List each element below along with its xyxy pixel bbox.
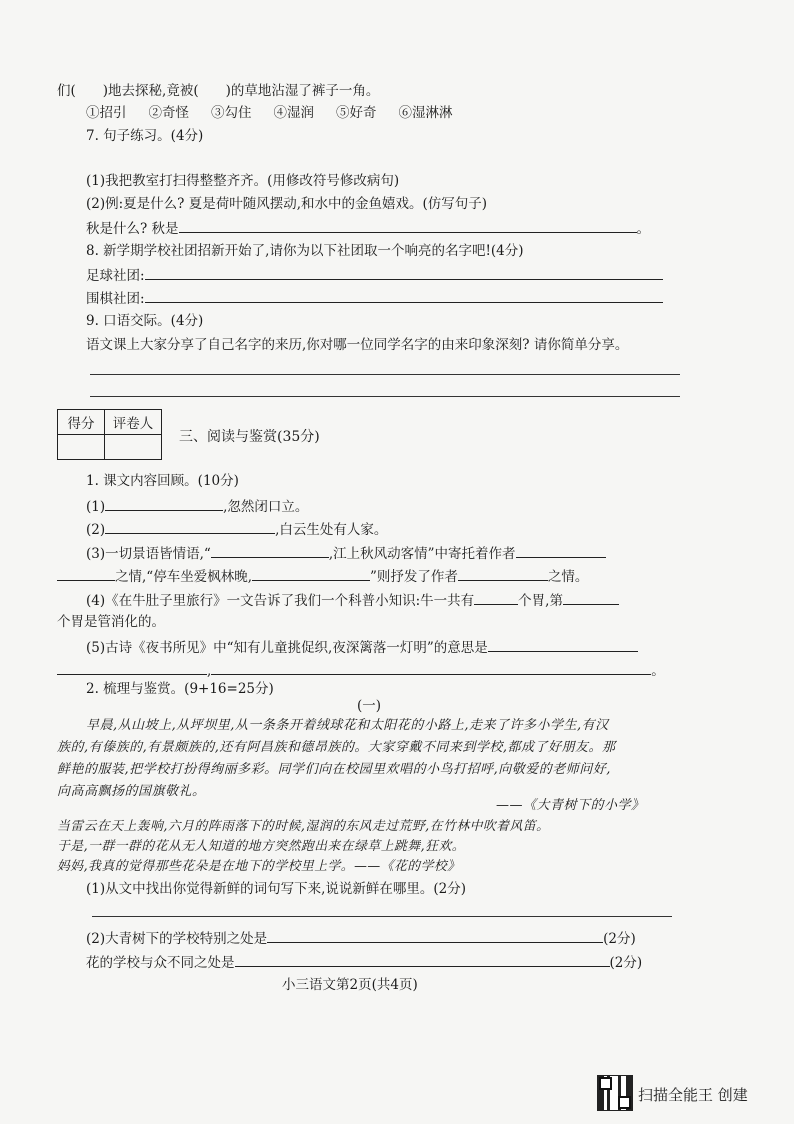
answer-blank[interactable]: [235, 952, 610, 967]
r2-q2a: [86, 928, 636, 948]
r1-l3-a: (3)一切景语皆情语,“: [86, 546, 211, 562]
section3-title: 三、阅读与鉴赏(35分): [179, 429, 320, 445]
answer-blank[interactable]: [57, 566, 115, 581]
answer-blank[interactable]: [267, 928, 603, 943]
q9-prompt: 语文课上大家分享了自己名字的来历,你对哪一位同学名字的由来印象深刻? 请你简单分享。: [86, 337, 629, 353]
answer-blank[interactable]: [145, 288, 663, 303]
grader-cell[interactable]: [105, 435, 162, 460]
option-6: ⑥湿淋淋: [398, 105, 453, 121]
r1-l4-a: (4)《在牛肚子里旅行》一文告诉了我们一个科普小知识:牛一共有: [86, 593, 475, 609]
answer-line[interactable]: [92, 916, 672, 917]
r1-l1-prefix: (1): [86, 499, 106, 515]
q8-title: 8. 新学期学校社团招新开始了,请你为以下社团取一个响亮的名字吧!(4分): [86, 243, 524, 259]
r2-q2a-score: (2分): [603, 931, 636, 947]
r1-l5: [86, 637, 638, 657]
q8-football: [86, 265, 663, 285]
option-4: ④湿润: [273, 105, 314, 121]
passage1-line3: 鲜艳的服装,把学校打扮得绚丽多彩。同学们向在校园里欢唱的小鸟打招呼,向敬爱的老师问好,: [57, 762, 611, 777]
passage2-line3: 妈妈,我真的觉得那些花朵是在地下的学校里上学。——《花的学校》: [57, 859, 461, 874]
score-cell[interactable]: [58, 435, 105, 460]
q7-item1: (1)我把教室打扫得整整齐齐。(用修改符号修改病句): [86, 173, 400, 189]
r2-q1: (1)从文中找出你觉得新鲜的词句写下来,说说新鲜在哪里。(2分): [86, 881, 467, 897]
answer-blank[interactable]: [105, 496, 223, 511]
r1-l4-cont: 个胃是管消化的。: [57, 614, 165, 630]
q6-tail-line: 们( )地去探秘,竟被( )的草地沾湿了裤子一角。: [57, 83, 380, 99]
passage1-line1: 早晨,从山坡上,从坪坝里,从一条条开着绒球花和太阳花的小路上,走来了许多小学生,有汉: [86, 718, 609, 733]
answer-blank[interactable]: [516, 543, 606, 558]
score-label: 得分: [58, 410, 105, 435]
r1-title: 1. 课文内容回顾。(10分): [86, 473, 239, 489]
q7-item3: [86, 218, 650, 238]
answer-blank[interactable]: [458, 566, 548, 581]
r1-l2: [86, 519, 387, 539]
r2-q2b-score: (2分): [609, 955, 643, 971]
answer-blank[interactable]: [57, 660, 207, 675]
passage1-line2: 族的,有傣族的,有景颇族的,还有阿昌族和德昂族的。大家穿戴不同来到学校,都成了好朋友。那: [57, 740, 616, 755]
r1-l4: [86, 590, 619, 610]
answer-line[interactable]: [90, 396, 680, 397]
answer-blank[interactable]: [145, 265, 663, 280]
answer-blank[interactable]: [105, 519, 275, 534]
q7-title: 7. 句子练习。(4分): [86, 128, 204, 144]
r2-part-label: (一): [357, 698, 382, 714]
r1-l3-b: ,江上秋风动客情”中寄托着作者: [328, 546, 516, 562]
r1-l5c-mid: ,: [207, 663, 212, 679]
page-footer: 小三语文第2页(共4页): [282, 977, 418, 993]
q7-item3-prefix: 秋是什么? 秋是: [86, 221, 179, 237]
passage2-line1: 当雷云在天上轰响,六月的阵雨落下的时候,湿润的东风走过荒野,在竹林中吹着风笛。: [57, 819, 550, 834]
scanner-watermark: 扫描全能王 创建: [638, 1086, 748, 1104]
r1-l5-cont: [57, 660, 665, 680]
q7-item3-end: 。: [636, 221, 651, 237]
option-1: ①招引: [86, 105, 127, 121]
q6-options: [86, 104, 475, 122]
r1-l2-prefix: (2): [86, 522, 106, 538]
football-label: 足球社团:: [86, 268, 145, 284]
r1-l3c-a: 之情,“停车坐爱枫林晚,: [115, 569, 252, 585]
option-3: ③勾住: [211, 105, 252, 121]
r1-l4-b: 个胃,第: [518, 593, 563, 609]
score-box: [57, 409, 162, 460]
r1-l5c-end: 。: [651, 663, 665, 679]
grader-label: 评卷人: [105, 410, 162, 435]
q8-weiqi: [86, 288, 663, 308]
q9-title: 9. 口语交际。(4分): [86, 313, 204, 329]
r1-l2-suffix: ,白云生处有人家。: [275, 522, 388, 538]
option-5: ⑤好奇: [336, 105, 377, 121]
r2-q2b-text: 花的学校与众不同之处是: [86, 955, 235, 971]
answer-blank[interactable]: [211, 660, 651, 675]
answer-blank[interactable]: [488, 637, 638, 652]
q7-item2: (2)例:夏是什么? 夏是荷叶随风摆动,和水中的金鱼嬉戏。(仿写句子): [86, 196, 488, 212]
answer-blank[interactable]: [211, 543, 329, 558]
r1-l5-text: (5)古诗《夜书所见》中“知有儿童挑促织,夜深篱落一灯明”的意思是: [86, 640, 488, 656]
r1-l1-suffix: ,忽然闭口立。: [223, 499, 309, 515]
r1-l3-cont: [57, 566, 588, 586]
answer-blank[interactable]: [179, 218, 637, 233]
r2-q2b: [86, 952, 642, 972]
answer-line[interactable]: [90, 374, 680, 375]
r2-title: 2. 梳理与鉴赏。(9+16=25分): [86, 681, 274, 697]
qr-code-icon: [597, 1075, 633, 1111]
passage2-line2: 于是,一群一群的花从无人知道的地方突然跑出来在绿草上跳舞,狂欢。: [57, 839, 466, 854]
answer-blank[interactable]: [474, 590, 518, 605]
answer-blank[interactable]: [252, 566, 370, 581]
passage1-line4: 向高高飘扬的国旗敬礼。: [57, 784, 206, 799]
option-2: ②奇怪: [148, 105, 189, 121]
r1-l3: [86, 543, 606, 563]
passage1-source: ——《大青树下的小学》: [496, 798, 645, 813]
r2-q2a-text: (2)大青树下的学校特别之处是: [86, 931, 268, 947]
weiqi-label: 围棋社团:: [86, 291, 145, 307]
r1-l3c-c: 之情。: [547, 569, 589, 585]
answer-blank[interactable]: [563, 590, 619, 605]
r1-l1: [86, 496, 308, 516]
r1-l3c-b: ”则抒发了作者: [369, 569, 458, 585]
